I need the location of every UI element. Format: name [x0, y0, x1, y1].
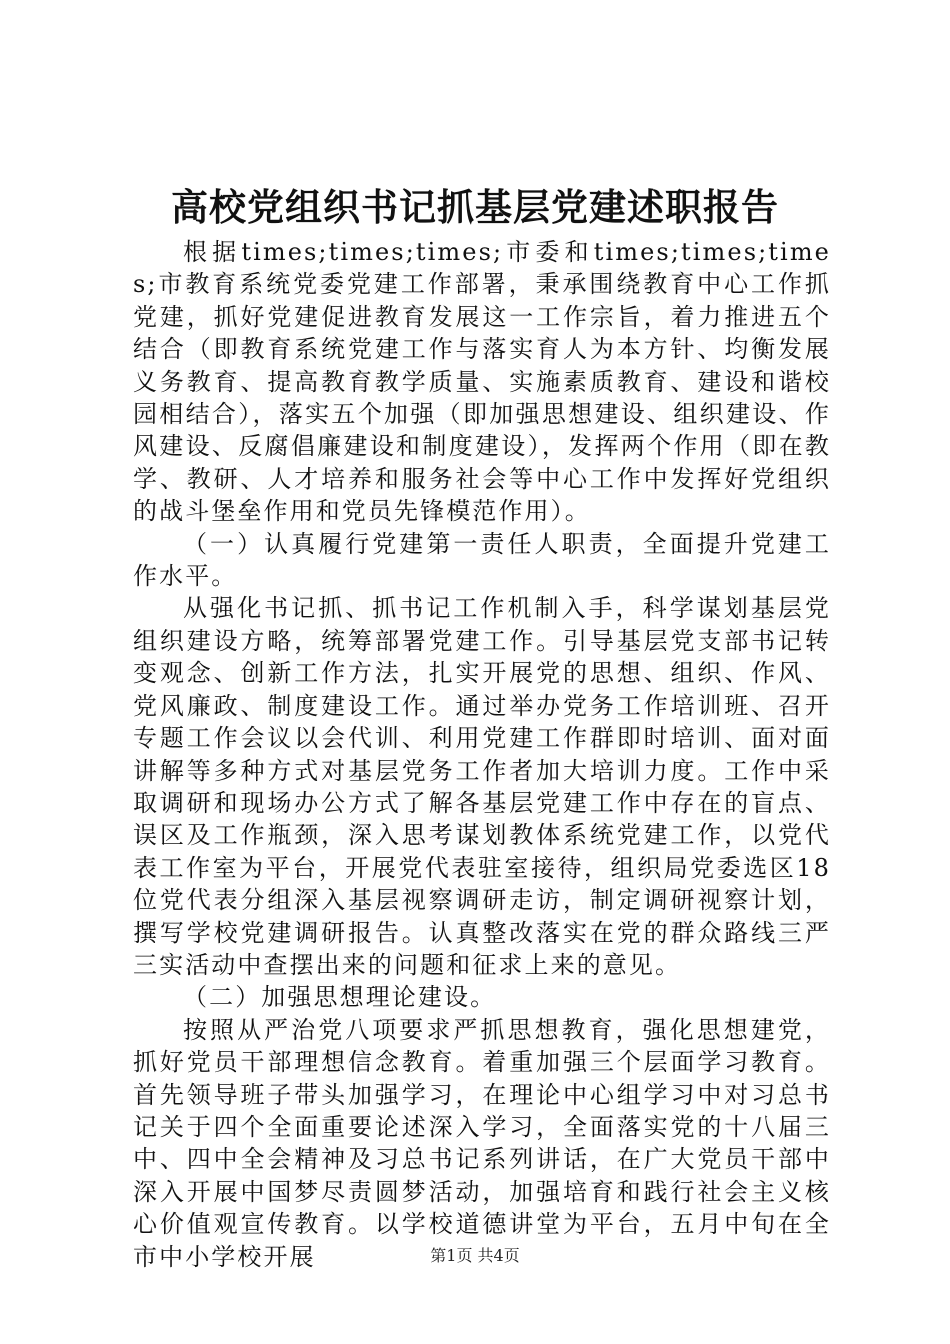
- document-body: [133, 236, 831, 1273]
- page-number-footer: 第1页 共4页: [430, 1246, 520, 1265]
- document-title: 高校党组织书记抓基层党建述职报告: [171, 185, 779, 229]
- paragraph-section-2: 按照从严治党八项要求严抓思想教育，强化思想建党，抓好党员干部理想信念教育。着重加强三个层面学习教育。首先领导班子带头加强学习，在理论中心组学习中对习总书记关于四个全面重要论述深入学习，全面落实党的十八届三中、四中全会精神及习总书记系列讲话，在广大党员干部中深入开展中国梦尽责圆梦活动，加强培育和践行社会主义核心价值观宣传教育。以学校道德讲堂为平台，五月中旬在全市中小学校开展: [133, 1015, 831, 1271]
- section-heading-2: （二）加强思想理论建设。: [183, 983, 497, 1012]
- paragraph-intro: 根据times;times;times;市委和times;times;times;市教育系统党委党建工作部署，秉承围绕教育中心工作抓党建，抓好党建促进教育发展这一工作宗旨，着力推进五个结合（即教育系统党建工作与落实育人为本方针、均衡发展义务教育、提高教育教学质量、实施素质教育、建设和谐校园相结合），落实五个加强（即加强思想建设、组织建设、作风建设、反腐倡廉建设和制度建设），发挥两个作用（即在教学、教研、人才培养和服务社会等中心工作中发挥好党组织的战斗堡垒作用和党员先锋模范作用）。: [133, 238, 831, 526]
- paragraph-section-1: 从强化书记抓、抓书记工作机制入手，科学谋划基层党组织建设方略，统筹部署党建工作。引导基层党支部书记转变观念、创新工作方法，扎实开展党的思想、组织、作风、党风廉政、制度建设工作。通过举办党务工作培训班、召开专题工作会议以会代训、利用党建工作群即时培训、面对面讲解等多种方式对基层党务工作者加大培训力度。工作中采取调研和现场办公方式了解各基层党建工作中存在的盲点、误区及工作瓶颈，深入思考谋划教体系统党建工作，以党代表工作室为平台，开展党代表驻室接待，组织局党委选区18位党代表分组深入基层视察调研走访，制定调研视察计划，撰写学校党建调研报告。认真整改落实在党的群众路线三严三实活动中查摆出来的问题和征求上来的意见。: [133, 594, 831, 979]
- section-heading-1: （一）认真履行党建第一责任人职责，全面提升党建工作水平。: [133, 529, 831, 591]
